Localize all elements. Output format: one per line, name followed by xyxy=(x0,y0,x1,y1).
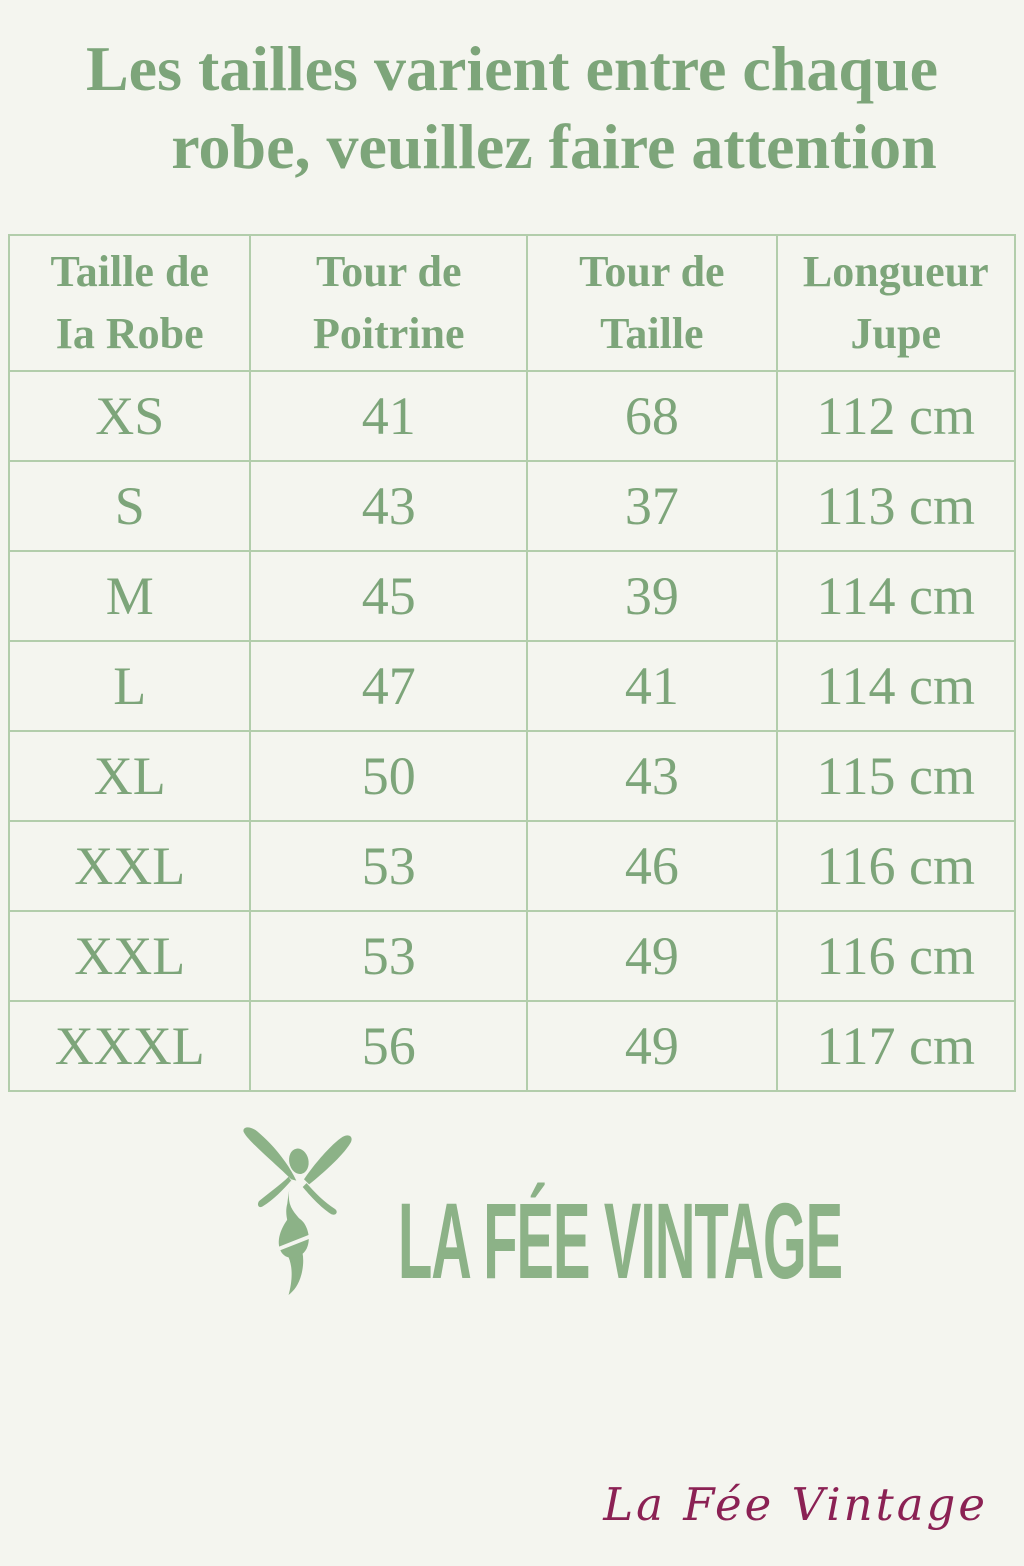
table-row xyxy=(9,371,1015,461)
table-cell-longueur: 114 cm xyxy=(777,641,1015,731)
table-cell-size: XS xyxy=(9,371,250,461)
table-row xyxy=(9,1001,1015,1091)
table-row xyxy=(9,731,1015,821)
header-line: Jupe xyxy=(850,309,942,358)
header-tour-de-taille xyxy=(527,235,776,371)
table-cell-longueur: 115 cm xyxy=(777,731,1015,821)
table-row xyxy=(9,821,1015,911)
table-cell-taille: 37 xyxy=(527,461,776,551)
header-line: Tour de xyxy=(316,247,462,297)
table-row xyxy=(9,461,1015,551)
header-longueur-jupe xyxy=(777,235,1015,371)
table-cell-poitrine: 41 xyxy=(250,371,527,461)
table-cell-taille: 39 xyxy=(527,551,776,641)
table-row xyxy=(9,551,1015,641)
table-cell-longueur: 116 cm xyxy=(777,911,1015,1001)
fairy-icon xyxy=(232,1122,367,1297)
table-header-row xyxy=(9,235,1015,371)
table-cell-poitrine: 56 xyxy=(250,1001,527,1091)
table-cell-poitrine: 53 xyxy=(250,821,527,911)
header-line: Ia Robe xyxy=(55,309,204,358)
header-tour-de-poitrine xyxy=(250,235,527,371)
table-cell-taille: 49 xyxy=(527,911,776,1001)
table-cell-longueur: 117 cm xyxy=(777,1001,1015,1091)
size-table xyxy=(8,234,1016,1092)
brand-wordmark: LA FÉE VINTAGE xyxy=(398,1180,843,1301)
header-taille-de-la-robe xyxy=(9,235,250,371)
table-cell-taille: 43 xyxy=(527,731,776,821)
header-line: Taille xyxy=(600,309,704,358)
table-cell-poitrine: 47 xyxy=(250,641,527,731)
header-line: Longueur xyxy=(802,247,989,297)
table-cell-taille: 46 xyxy=(527,821,776,911)
table-cell-poitrine: 50 xyxy=(250,731,527,821)
table-cell-longueur: 113 cm xyxy=(777,461,1015,551)
page-title-line-1: Les tailles varient entre chaque xyxy=(85,33,939,104)
header-line: Taille de xyxy=(50,247,209,297)
table-row xyxy=(9,911,1015,1001)
table-row xyxy=(9,641,1015,731)
header-line: Poitrine xyxy=(313,309,465,358)
table-cell-size: XL xyxy=(9,731,250,821)
table-cell-size: L xyxy=(9,641,250,731)
table-cell-poitrine: 43 xyxy=(250,461,527,551)
table-cell-poitrine: 53 xyxy=(250,911,527,1001)
table-cell-longueur: 112 cm xyxy=(777,371,1015,461)
table-cell-taille: 68 xyxy=(527,371,776,461)
table-cell-taille: 41 xyxy=(527,641,776,731)
table-cell-size: M xyxy=(9,551,250,641)
table-cell-size: XXXL xyxy=(9,1001,250,1091)
table-cell-longueur: 116 cm xyxy=(777,821,1015,911)
table-cell-taille: 49 xyxy=(527,1001,776,1091)
table-cell-size: S xyxy=(9,461,250,551)
page-title xyxy=(0,30,1024,186)
header-line: Tour de xyxy=(579,247,725,297)
page-title-line-2: robe, veuillez faire attention xyxy=(171,111,937,183)
table-cell-size: XXL xyxy=(9,821,250,911)
table-cell-longueur: 114 cm xyxy=(777,551,1015,641)
brand-signature: La Fée Vintage xyxy=(603,1478,988,1531)
table-cell-poitrine: 45 xyxy=(250,551,527,641)
table-cell-size: XXL xyxy=(9,911,250,1001)
